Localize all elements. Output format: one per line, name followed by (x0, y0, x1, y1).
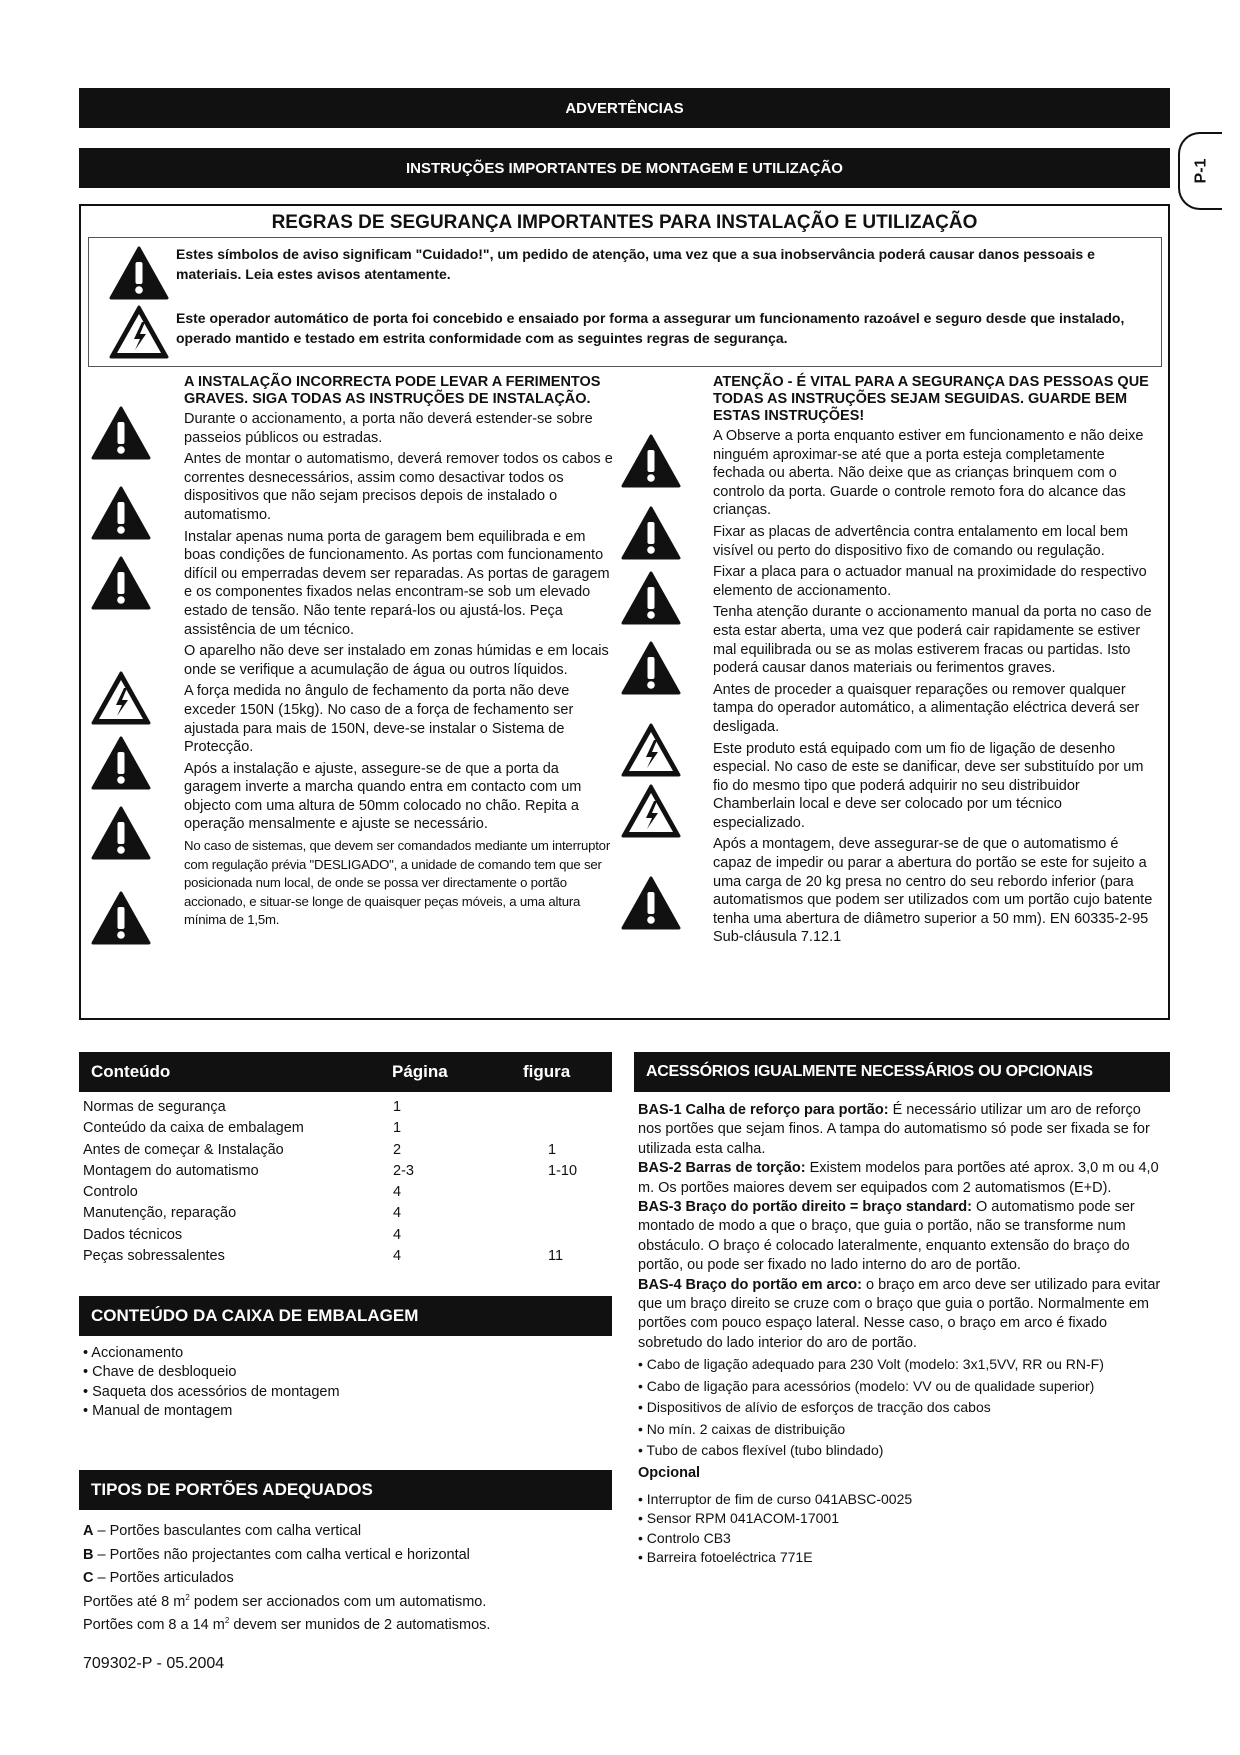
warning-icon (91, 736, 151, 790)
row-page: 2-3 (393, 1162, 414, 1179)
list-item: • Interruptor de fim de curso 041ABSC-0025 (638, 1490, 913, 1507)
electric-shock-icon (109, 305, 169, 359)
accessory-label: BAS-1 Calha de reforço para portão: (638, 1102, 889, 1118)
row-name: Peças sobressalentes (83, 1248, 225, 1265)
right-rule: Este produto está equipado com um fio de ligação de desenho especial. No caso de este se danificar, deve ser substituído por um fio do mesmo tipo que poderá adquirir no seu distribuidor Chamberlain local e deve ser colocado por um técnico especializado. (713, 740, 1144, 831)
accessory-text: o braço em arco deve ser utilizado para evitar que um braço direito se cruze com o braço que guia o portão. Normalmente em portões com pouco espaço lateral. Nesse caso, o braço em arco é fixado sobretudo do lado interior do aro de portão. (638, 1276, 1161, 1351)
row-name: Antes de começar & Instalação (83, 1141, 284, 1158)
electric-shock-icon (91, 671, 151, 725)
contents-table-header (79, 1052, 612, 1092)
box-contents-list (83, 1344, 340, 1422)
list-item: • Controlo CB3 (638, 1529, 731, 1546)
right-rule: A Observe a porta enquanto estiver em funcionamento e não deixe ninguém aproximar-se até que a porta esteja completamente fechada ou aberta. Não deixe que as crianças brinquem com o controlo da porta. Guarde o controle remoto fora do alcance das crianças. (713, 428, 1144, 519)
accessory-paragraph (638, 1276, 1168, 1354)
row-page: 4 (393, 1205, 402, 1222)
list-item: • Saqueta dos acessórios de montagem (83, 1383, 340, 1400)
warning-icon (91, 806, 151, 860)
list-item (83, 1544, 613, 1568)
column-figure: figura (523, 1062, 571, 1081)
warning-icon (91, 891, 151, 945)
table-row (83, 1248, 603, 1269)
size-note-text: Portões com 8 a 14 m (83, 1617, 225, 1634)
box-contents-header (79, 1296, 612, 1336)
right-rule: Tenha atenção durante o accionamento manual da porta no caso de esta estar aberta, uma vez que poderá cair rapidamente se estiver mal equilibrada ou se as molas estiverem fracas ou partidas. Isto poderá causar danos materiais ou ferimentos graves. (713, 604, 1152, 677)
warning-icon (621, 506, 681, 560)
safety-rules-title: REGRAS DE SEGURANÇA IMPORTANTES PARA INSTALAÇÃO E UTILIZAÇÃO (271, 212, 978, 233)
row-name: Montagem do automatismo (83, 1162, 259, 1179)
left-rule: Instalar apenas numa porta de garagem bem equilibrada e em boas condições de funcionamento. As portas com funcionamento difícil ou emperradas devem ser reparadas. As portas de garagem e os componentes fixados nelas encontram-se sob um elevado estado de tensão. Não tente repará-los ou ajustá-los. Peça assistência de um técnico. (184, 528, 610, 638)
size-note-text: Portões até 8 m (83, 1593, 186, 1610)
list-item: • Accionamento (83, 1345, 184, 1361)
row-page: 1 (393, 1099, 402, 1115)
accessories-header (634, 1052, 1170, 1092)
accessory-paragraph (638, 1198, 1168, 1276)
accessory-paragraph (638, 1101, 1168, 1159)
left-rule: Após a instalação e ajuste, assegure-se de que a porta da garagem inverte a marcha quando entra em contacto com um objecto com uma altura de 50mm colocado no chão. Repita a operação mensalmente e ajuste se necessário. (184, 760, 582, 833)
type-text: – Portões articulados (93, 1570, 234, 1587)
warning-icon (91, 556, 151, 610)
row-page: 4 (393, 1184, 402, 1201)
accessory-label: BAS-4 Braço do portão em arco: (638, 1276, 862, 1293)
list-item: • Tubo de cabos flexível (tubo blindado) (638, 1441, 884, 1458)
accessories-title: ACESSÓRIOS IGUALMENTE NECESSÁRIOS OU OPCIONAIS (646, 1063, 1093, 1080)
warnings-header (79, 88, 1170, 128)
gate-types-list (83, 1520, 613, 1638)
accessory-label: BAS-2 Barras de torção: (638, 1160, 806, 1177)
left-rules-heading: A INSTALAÇÃO INCORRECTA PODE LEVAR A FERIMENTOS GRAVES. SIGA TODAS AS INSTRUÇÕES DE INSTALAÇÃO. (184, 374, 601, 407)
intro-text-1: Estes símbolos de aviso significam "Cuidado!", um pedido de atenção, uma vez que a sua inobservância poderá causar danos pessoais e materiais. Leia estes avisos atentamente. (176, 246, 1095, 282)
table-row (83, 1099, 603, 1120)
row-page: 4 (393, 1226, 402, 1243)
page-number: P-1 (1192, 158, 1209, 184)
left-rules-column (184, 374, 614, 933)
list-item: • Chave de desbloqueio (83, 1364, 237, 1381)
safety-rules-box (79, 204, 1170, 1020)
list-item: • No mín. 2 caixas de distribuição (638, 1420, 846, 1437)
type-text: – Portões basculantes com calha vertical (93, 1523, 362, 1539)
table-row (83, 1227, 603, 1248)
gate-types-title: TIPOS DE PORTÕES ADEQUADOS (91, 1480, 373, 1499)
right-rule: Fixar a placa para o actuador manual na proximidade do respectivo elemento de accionamento. (713, 564, 1147, 599)
accessory-text: O automatismo pode ser montado de modo a que o braço, que guia o portão, não se transforme num obstáculo. O braço é colocado lateralmente, enquanto extensão do braço do portão, ou pode ser fixado no lado interno do aro de portão. (638, 1199, 1135, 1274)
type-label: C (83, 1570, 94, 1587)
table-row (83, 1184, 603, 1205)
accessory-text: É necessário utilizar um aro de reforço nos portões que sejam finos. A tampa do automatismo só pode ser fixada se for utilizada esta calha. (638, 1102, 1150, 1157)
column-content: Conteúdo (91, 1062, 171, 1081)
box-contents-title: CONTEÚDO DA CAIXA DE EMBALAGEM (91, 1306, 419, 1325)
row-figure: 1 (548, 1141, 557, 1158)
intro-text-2: Este operador automático de porta foi concebido e ensaiado por forma a assegurar um funcionamento razoável e seguro desde que instalado, operado mantido e testado em estrita conformidade com as seguintes regras de segurança. (176, 310, 1125, 346)
row-name: Conteúdo da caixa de embalagem (83, 1120, 304, 1137)
list-item: • Cabo de ligação para acessórios (modelo: VV ou de qualidade superior) (638, 1377, 1095, 1394)
superscript: 2 (224, 1616, 230, 1626)
row-figure: 11 (548, 1248, 564, 1265)
row-name: Controlo (83, 1184, 138, 1201)
warning-icon (621, 434, 681, 488)
row-page: 1 (393, 1120, 402, 1137)
optional-list (638, 1490, 1168, 1568)
table-row (83, 1142, 603, 1163)
left-rule: Antes de montar o automatismo, deverá remover todos os cabos e correntes desnecessários, assim como desactivar todos os dispositivos que não sejam precisos depois de instalado o automatismo. (184, 451, 613, 523)
accessories-body (638, 1101, 1168, 1567)
warning-icon (621, 571, 681, 625)
right-rules-column (713, 374, 1153, 950)
warning-icon (91, 486, 151, 540)
list-item: • Cabo de ligação adequado para 230 Volt (modelo: 3x1,5VV, RR ou RN-F) (638, 1356, 1104, 1373)
type-label: B (83, 1546, 94, 1563)
list-item: • Sensor RPM 041ACOM-17001 (638, 1510, 839, 1527)
row-name: Normas de segurança (83, 1099, 226, 1115)
right-rule: Fixar as placas de advertência contra entalamento em local bem visível ou perto do dispositivo fixo de comando ou regulação. (713, 523, 1129, 559)
row-page: 4 (393, 1248, 402, 1265)
type-label: A (83, 1523, 94, 1539)
row-figure: 1-10 (548, 1162, 578, 1179)
left-rule: Durante o accionamento, a porta não deverá estender-se sobre passeios públicos ou estradas. (184, 411, 593, 446)
intro-box (88, 237, 1162, 367)
superscript: 2 (185, 1592, 190, 1602)
document-code: 709302-P - 05.2004 (83, 1655, 225, 1672)
list-item: • Barreira fotoeléctrica 771E (638, 1548, 813, 1565)
warning-icon (621, 876, 681, 930)
table-row (83, 1205, 603, 1226)
type-text: – Portões não projectantes com calha vertical e horizontal (93, 1546, 470, 1563)
list-item: • Dispositivos de alívio de esforços de tracção dos cabos (638, 1399, 991, 1416)
contents-table (83, 1099, 603, 1269)
table-row (83, 1120, 603, 1141)
left-rule: No caso de sistemas, que devem ser comandados mediante um interruptor com regulação prévia "DESLIGADO", a unidade de comando tem que ser posicionada num local, de onde se possa ver directamente o portão accionado, e situar-se longe de quaisquer peças móveis, a uma altura mínima de 1,5m. (184, 838, 611, 928)
size-note-text: podem ser accionados com um automatismo. (189, 1593, 487, 1610)
electric-shock-icon (621, 723, 681, 777)
gate-types-header (79, 1470, 612, 1510)
row-name: Manutenção, reparação (83, 1205, 237, 1222)
instructions-title: INSTRUÇÕES IMPORTANTES DE MONTAGEM E UTILIZAÇÃO (406, 159, 843, 177)
optional-title: Opcional (638, 1465, 701, 1482)
left-rule: O aparelho não deve ser instalado em zonas húmidas e em locais onde se verifique a acumulação de água ou outros líquidos. (184, 643, 609, 678)
size-note (83, 1591, 613, 1615)
warnings-title: ADVERTÊNCIAS (565, 99, 684, 117)
warning-icon (109, 246, 169, 300)
accessory-label: BAS-3 Braço do portão direito = braço standard: (638, 1199, 972, 1216)
accessory-text: Existem modelos para portões até aprox. 3,0 m ou 4,0 m. Os portões maiores devem ser equipados com 2 automatismos (E+D). (638, 1160, 1159, 1196)
table-row (83, 1163, 603, 1184)
column-page: Página (392, 1062, 448, 1081)
size-note-text: devem ser munidos de 2 automatismos. (229, 1617, 491, 1634)
right-rule: Após a montagem, deve assegurar-se de que o automatismo é capaz de impedir ou parar a abertura do portão se este for sujeito a uma carga de 20 kg presa no centro do seu rebordo inferior (para automatismos que podem ser utilizados com um portão cujo batente tenha uma abertura de diâmetro superior a 50 mm). EN 60335-2-95 Sub-cláusula 7.12.1 (713, 836, 1153, 946)
row-name: Dados técnicos (83, 1226, 183, 1243)
size-note (83, 1614, 613, 1638)
left-rule: A força medida no ângulo de fechamento da porta não deve exceder 150N (15kg). No caso de a força de fechamento ser ajustada para mais de 150N, deve-se instalar o Sistema de Protecção. (184, 683, 574, 756)
right-rule: Antes de proceder a quaisquer reparações ou remover qualquer tampa do operador automático, a alimentação eléctrica deverá ser desligada. (713, 681, 1140, 735)
electric-shock-icon (621, 784, 681, 838)
list-item (83, 1567, 613, 1591)
warning-icon (621, 641, 681, 695)
right-rules-heading: ATENÇÃO - É VITAL PARA A SEGURANÇA DAS PESSOAS QUE TODAS AS INSTRUÇÕES SEJAM SEGUIDAS. GUARDE BEM ESTAS INSTRUÇÕES! (713, 374, 1149, 424)
accessory-paragraph (638, 1159, 1168, 1198)
list-item (83, 1520, 613, 1544)
row-page: 2 (393, 1141, 402, 1158)
instructions-header (79, 148, 1170, 188)
list-item: • Manual de montagem (83, 1403, 233, 1420)
warning-icon (91, 406, 151, 460)
page-tab (1178, 132, 1222, 210)
required-list (638, 1355, 1168, 1460)
